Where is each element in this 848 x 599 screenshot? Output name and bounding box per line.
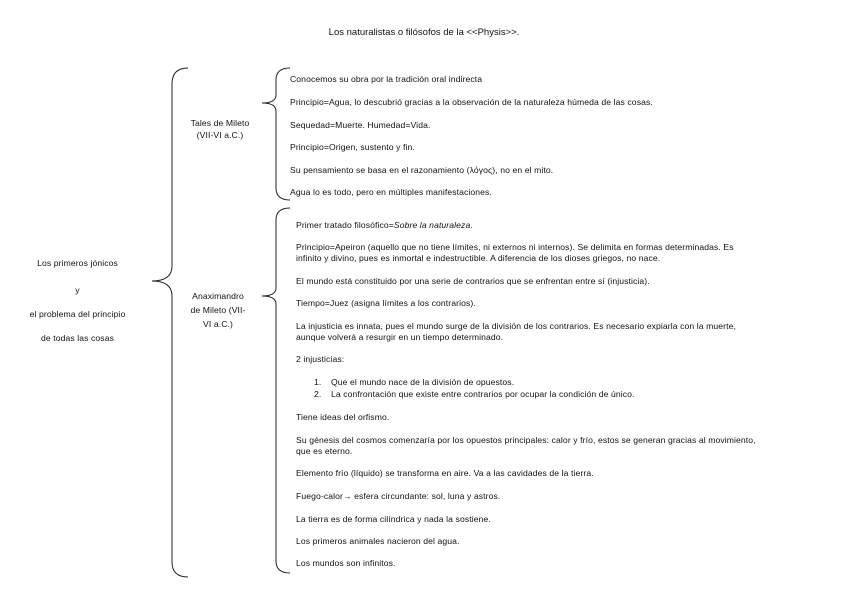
tales-item: Principio=Agua, lo descubrió gracias a la observación de la naturaleza húmeda de las cosas.: [290, 97, 653, 107]
treatise-title: Sobre la naturaleza: [393, 220, 471, 230]
root-line-3: el problema del principio: [29, 309, 126, 319]
anax-item: El mundo está constituido por una serie de contrarios que se enfrentan entre sí (injusticia).: [296, 276, 650, 286]
anax-item: Elemento frío (líquido) se transforma en aire. Va a las cavidades de la tierra.: [296, 468, 594, 478]
brace-tales: [262, 68, 290, 200]
anax-item: Fuego-calor→ esfera circundante: sol, luna y astros.: [296, 491, 501, 501]
sub-list-item: Que el mundo nace de la división de opuestos.: [331, 377, 515, 387]
anax-item: aunque volverá a resurgir en un tiempo determinado.: [296, 332, 504, 342]
root-line-2: y: [75, 285, 80, 295]
tales-name: Tales de Mileto: [190, 118, 250, 128]
tales-date: (VII-VI a.C.): [196, 130, 244, 140]
anax-item: Principio=Apeiron (aquello que no tiene límites, ni externos ni internos). Se delimita en formas determinadas. Es: [296, 242, 734, 252]
tales-item: Sequedad=Muerte. Humedad=Vida.: [290, 120, 431, 130]
page-title: Los naturalistas o filósofos de la <<Physis>>.: [328, 27, 520, 38]
anax-item: infinito y divino, pues es inmortal e indestructible. A diferencia de los dioses griegos, no nace.: [296, 253, 661, 263]
anax-item: Su génesis del cosmos comenzaría por los opuestos principales: calor y frío, estos se generan gracias al movimiento,: [296, 435, 756, 445]
sub-list-number: 1.: [314, 377, 322, 387]
anax-item: La injusticia es innata, pues el mundo surge de la división de los contrarios. Es necesario expiarla con la muerte,: [296, 321, 736, 331]
brace-anax: [262, 208, 290, 573]
anax-item: 2 injusticias:: [296, 354, 345, 364]
anax-item: La tierra es de forma cilíndrica y nada la sostiene.: [296, 514, 491, 524]
root-line-1: Los primeros jónicos: [37, 258, 118, 268]
tales-item: Agua lo es todo, pero en múltiples manifestaciones.: [290, 187, 492, 197]
anax-item: que es eterno.: [296, 446, 353, 456]
anax-name-1: Anaximandro: [192, 291, 244, 301]
anax-item-treatise: Primer tratado filosófico=Sobre la naturaleza.: [296, 220, 473, 230]
anax-name-2: de Mileto (VII-: [190, 305, 246, 315]
sub-list-number: 2.: [314, 389, 322, 399]
tales-item: Principio=Origen, sustento y fin.: [290, 142, 415, 152]
anax-item: Tiene ideas del orfismo.: [296, 412, 390, 422]
tales-item: Conocemos su obra por la tradición oral indirecta: [290, 74, 483, 84]
anax-item: Tiempo=Juez (asigna límites a los contrarios).: [296, 298, 476, 308]
tales-item: Su pensamiento se basa en el razonamiento (λόγος), no en el mito.: [290, 165, 554, 175]
anax-item: Los primeros animales nacieron del agua.: [296, 536, 460, 546]
sub-list-item: La confrontación que existe entre contrarios por ocupar la condición de único.: [331, 389, 635, 399]
root-line-4: de todas las cosas: [41, 333, 114, 343]
anax-name-3: VI a.C.): [203, 319, 233, 329]
anax-item: Los mundos son infinitos.: [296, 558, 396, 568]
